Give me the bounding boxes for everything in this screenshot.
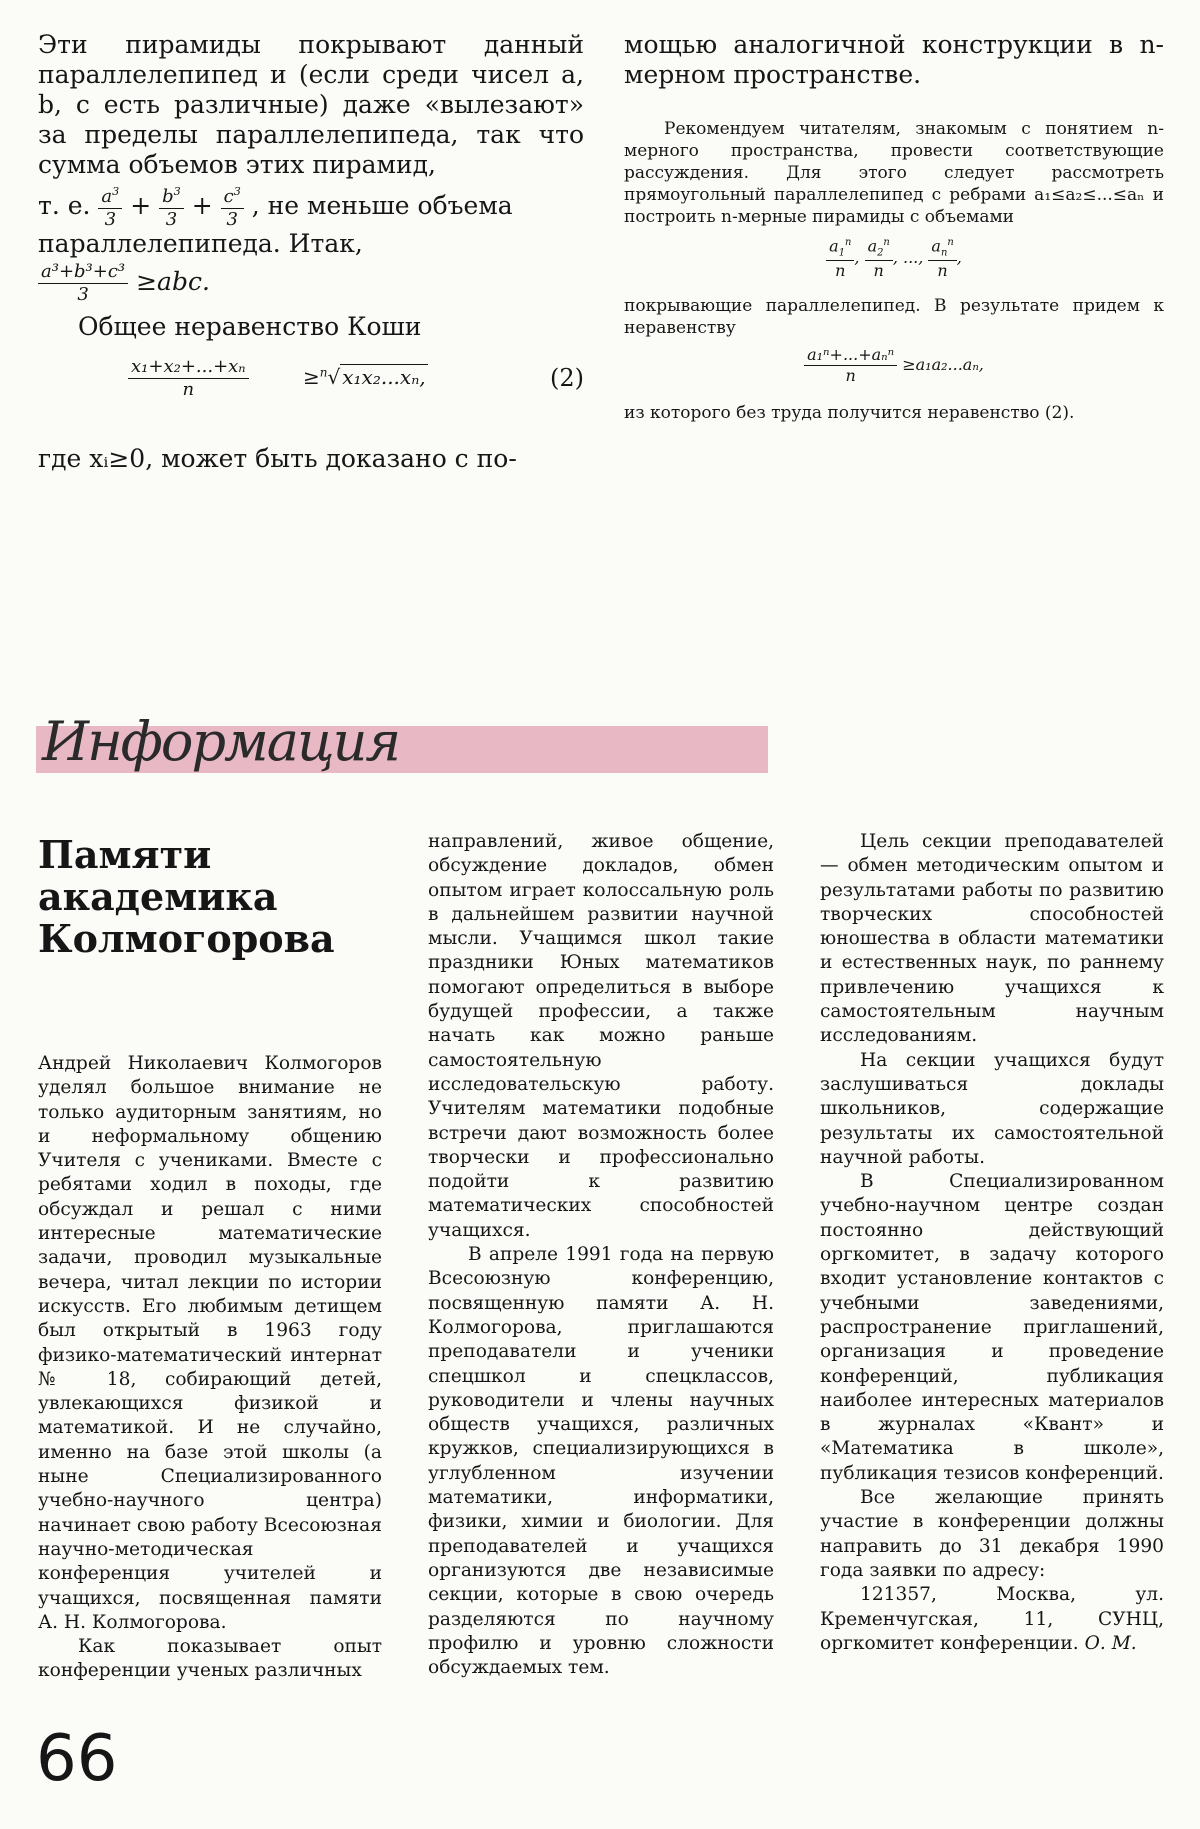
fraction-c: $\frac{c^3}{3}$	[221, 186, 244, 229]
cauchy-formula	[38, 352, 584, 410]
page-number: 66	[36, 1722, 118, 1796]
paragraph: покрывающие параллелепипед. В результате придем к неравенству	[624, 296, 1164, 339]
paragraph: мощью аналогичной конструкции в n-мерном пространстве.	[624, 30, 1164, 89]
article-column-2	[428, 830, 774, 1680]
paragraph: Андрей Николаевич Колмогоров уделял большое внимание не только аудиторным занятиям, но и неформальному общению Учителя с учениками. Вместе с ребятами ходил в походы, где обсуждал и решал с ними интересные математические задачи, проводил музыкальные вечера, читал лекции по истории искусств. Его любимым детищем был открытый в 1963 году физико-математический интернат № 18, собирающий детей, увлекающихся физикой и математикой. И не случайно, именно на базе этой школы (а ныне Специализированного учебно-научного центра) начинает свою работу Всесоюзная научно-методическая конференция учителей и учащихся, посвященная памяти А. Н. Колмогорова.	[38, 1053, 382, 1633]
top-right-column	[624, 30, 1164, 424]
paragraph: Цель секции преподавателей — обмен методическим опытом и результатами работы по развитию творческих способностей юношества в области математики и естественных наук, по раннему привлечению учащихся к самостоятельным научным исследованиям.	[820, 831, 1164, 1047]
paragraph: На секции учащихся будут заслушиваться доклады школьников, содержащие результаты их самостоятельной научной работы.	[820, 1049, 1164, 1168]
article-column-1-body	[38, 1052, 382, 1684]
address-paragraph: 121357, Москва, ул. Кременчугская, 11, СУНЦ, оргкомитет конференции. О. М.	[820, 1584, 1164, 1654]
paragraph: направлений, живое общение, обсуждение докладов, обмен опытом играет колоссальную роль в дальнейшем развитии научной мысли. Учащимся школ такие праздники Юных математиков помогают определиться в выборе будущей профессии, а также начать как можно раньше самостоятельную исследовательскую работу. Учителям математики подобные встречи дают возможность более творчески и профессионально подойти к развитию математических способностей учащихся.	[428, 831, 774, 1241]
paragraph: Эти пирамиды покрывают данный параллелепипед и (если среди чисел a, b, c есть различные) даже «вылезают» за пределы параллелепипеда, так что сумма объемов этих пирамид,	[38, 30, 584, 179]
article-column-1	[38, 834, 382, 960]
paragraph: Все желающие принять участие в конференции должны направить до 31 декабря 1990 года заявки по адресу:	[820, 1487, 1164, 1581]
inequality-rhs: ≥abc.	[136, 267, 210, 296]
article-title: Памяти академика Колмогорова	[38, 832, 335, 961]
paragraph: Рекомендуем читателям, знакомым с понятием n-мерного пространства, провести соответствующие рассуждения. Для этого следует рассмотреть прямоугольный параллелепипед с ребрами a₁≤a₂≤...≤aₙ и построить n-мерные пирамиды с объемами	[624, 119, 1164, 227]
fraction-b: $\frac{b^3}{3}$	[159, 186, 184, 229]
inequality-abc	[38, 263, 584, 304]
text-fragment: т. е.	[38, 191, 91, 220]
paragraph: Общее неравенство Коши	[78, 312, 422, 341]
paragraph: из которого без труда получится неравенство (2).	[624, 403, 1075, 424]
signature: О. М.	[1084, 1632, 1137, 1654]
section-heading: Информация	[42, 710, 400, 773]
text-fragment: , не меньше объема параллелепипеда. Итак,	[38, 191, 513, 258]
fraction: $\frac{\text{a³+b³+c³}}{3}$	[38, 263, 128, 304]
fraction-a: $\frac{a^3}{3}$	[98, 186, 122, 229]
paragraph: В Специализированном учебно-научном центре создан постоянно действующий оргкомитет, в задачу которого входит установление контактов с учебными заведениями, распространение приглашений, организация и проведение конференций, публикация наиболее интересных материалов в журналах «Квант» и «Математика в школе», публикация тезисов конференций.	[820, 1171, 1164, 1484]
top-left-column	[38, 30, 584, 474]
fraction: $\frac{\text{x₁+x₂+...+xₙ}}{n}$	[128, 358, 249, 399]
paragraph: т. е. $\frac{a^3}{3}$ + $\frac{b^3}{3}$ + $\frac{c^3}{3}$ , не меньше объема параллелепипеда. Итак,	[38, 185, 513, 258]
article-column-3	[820, 830, 1164, 1656]
cauchy-rhs: ≥$^n$√ x₁x₂...xₙ,	[303, 365, 426, 389]
paragraph: Как показывает опыт конференции ученых различных	[38, 1636, 382, 1682]
power-mean-inequality: $\frac{\text{a₁ⁿ+...+aₙⁿ}}{n}$ ≥a₁a₂...aₙ,	[624, 347, 1164, 384]
paragraph: В апреле 1991 года на первую Всесоюзную конференцию, посвященную памяти А. Н. Колмогорова, приглашаются преподаватели и ученики спецшкол и спецклассов, руководители и члены научных обществ учащихся, различных кружков, специализирующихся в углубленном изучении математики, информатики, физики, химии и биологии. Для преподавателей и учащихся организуются две независимые секции, которые в свою очередь разделяются по научному профилю и уровню сложности обсуждаемых тем.	[428, 1244, 774, 1679]
equation-number: (2)	[550, 364, 584, 392]
volumes-formula: $\frac{a_1^n}{n}$ , $\frac{a_2^n}{n}$ , ..., $\frac{a_n^n}{n}$ ,	[624, 238, 1164, 279]
paragraph: где xᵢ≥0, может быть доказано с по-	[38, 444, 517, 473]
